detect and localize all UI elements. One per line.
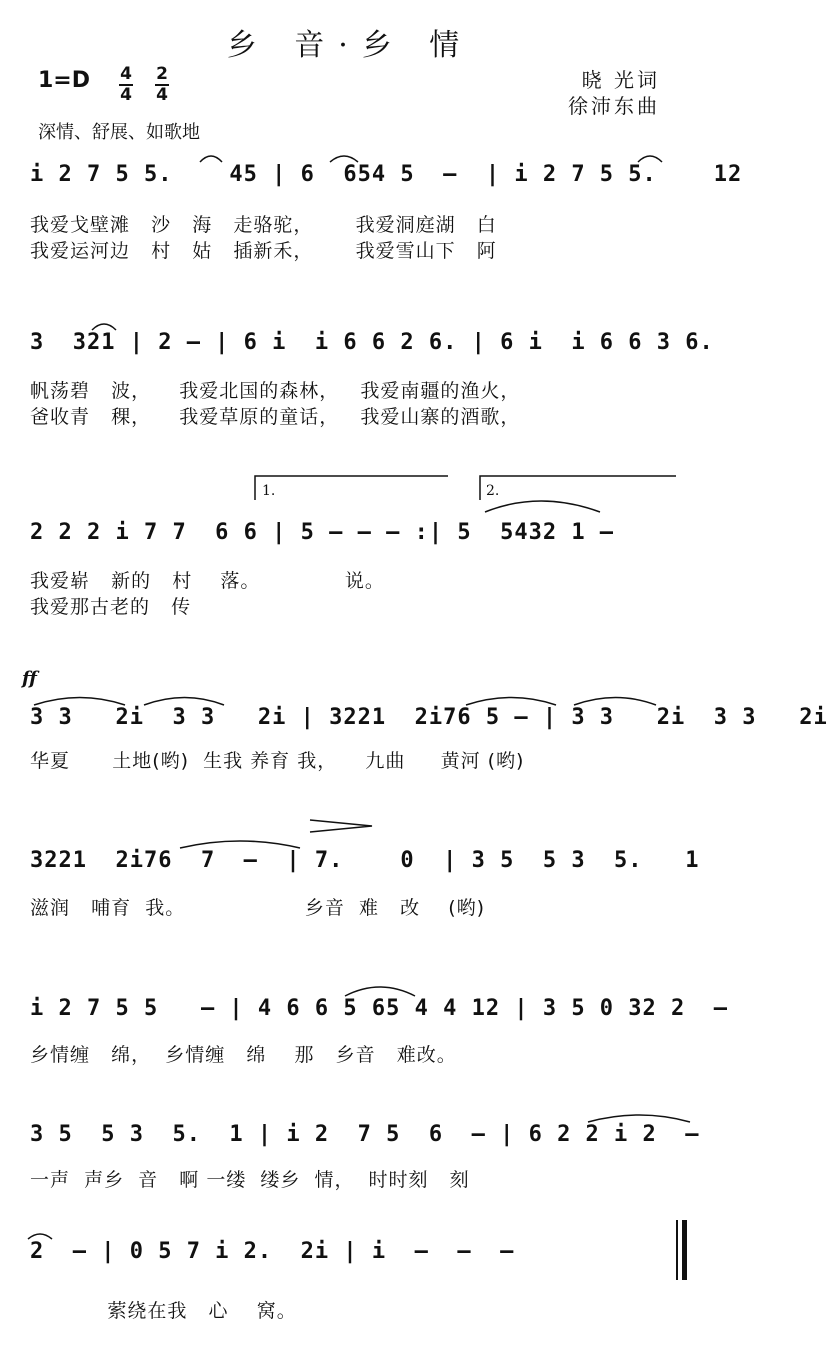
lyric-line-2a: 帆荡碧 波， 我爱北国的森林， 我爱南疆的渔火，: [30, 380, 521, 402]
notation-line-6: i 2 7 5 5 – | 4 6 6 5 65 4 4 12 | 3 5 0 32 2 –: [30, 996, 729, 1021]
lyric-line-8: 萦绕在我 心 窝。: [30, 1300, 297, 1322]
volta-2: 2.: [486, 483, 500, 499]
lyric-line-3a: 我爱崭 新的 村 落。 说。: [30, 570, 385, 592]
notation-line-4: 3 3 2i 3 3 2i | 3221 2i76 5 – | 3 3 2i 3 3 2i: [30, 705, 828, 730]
time-sig-bottom: 4: [156, 85, 168, 105]
decrescendo-mark: [310, 820, 372, 832]
volta-bracket-2: [480, 476, 676, 500]
notation-line-5: 3221 2i76 7 – | 7. 0 | 3 5 5 3 5. 1: [30, 848, 700, 873]
slur: [330, 156, 358, 162]
lyric-line-4: 华夏 土地(哟) 生我 养育 我， 九曲 黄河 (哟): [30, 750, 525, 772]
slur: [200, 156, 222, 162]
lyric-line-1b: 我爱运河边 村 姑 插新禾， 我爱雪山下 阿: [30, 240, 497, 262]
key-signature: 1=D: [38, 68, 91, 93]
time-sig-top: 2: [156, 64, 168, 84]
final-barline-thick: [682, 1220, 687, 1280]
tie: [588, 1115, 690, 1122]
slur: [466, 698, 556, 706]
notation-line-7: 3 5 5 3 5. 1 | i 2 7 5 6 – | 6 2 2 i 2 –: [30, 1122, 700, 1147]
lyric-line-3b: 我爱那古老的 传: [30, 596, 192, 618]
dynamic-marking: ff: [22, 668, 37, 689]
lyricist-credit: 晓 光词: [581, 68, 660, 92]
composer-credit: 徐沛东曲: [568, 94, 660, 118]
notation-line-3: 2 2 2 i 7 7 6 6 | 5 – – – :| 5 5432 1 –: [30, 520, 615, 545]
notation-line-2: 3 321 | 2 – | 6 i i 6 6 2 6. | 6 i i 6 6 3 6.: [30, 330, 714, 355]
lyric-line-6: 乡情缠 绵， 乡情缠 绵 那 乡音 难改。: [30, 1044, 457, 1066]
lyric-line-7: 一声 声乡 音 啊 一缕 缕乡 情， 时时刻 刻: [30, 1169, 470, 1191]
volta-1: 1.: [262, 483, 276, 499]
final-barline-thin: [676, 1220, 678, 1280]
lyric-line-1a: 我爱戈壁滩 沙 海 走骆驼， 我爱洞庭湖 白: [30, 214, 497, 236]
notation-line-8: 2 – | 0 5 7 i 2. 2i | i – – –: [30, 1239, 515, 1264]
tempo-marking: 深情、舒展、如歌地: [38, 122, 200, 143]
slur: [92, 324, 116, 330]
time-sig-top: 4: [120, 64, 132, 84]
tie: [180, 841, 300, 848]
slur: [144, 698, 224, 706]
time-sig-bottom: 4: [120, 85, 132, 105]
volta-bracket-1: [255, 476, 448, 500]
tie: [28, 1234, 52, 1239]
slur: [34, 698, 125, 706]
slur: [485, 501, 600, 512]
slur: [638, 156, 662, 162]
slur: [574, 698, 656, 706]
song-title: 乡 音·乡 情: [226, 28, 474, 63]
notation-line-1: i 2 7 5 5. 45 | 6 654 5 – | i 2 7 5 5. 12: [30, 162, 743, 187]
lyric-line-5: 滋润 哺育 我。 乡音 难 改 (哟): [30, 897, 486, 919]
lyric-line-2b: 爸收青 稞， 我爱草原的童话， 我爱山寨的酒歌，: [30, 406, 521, 428]
slur: [345, 987, 415, 996]
